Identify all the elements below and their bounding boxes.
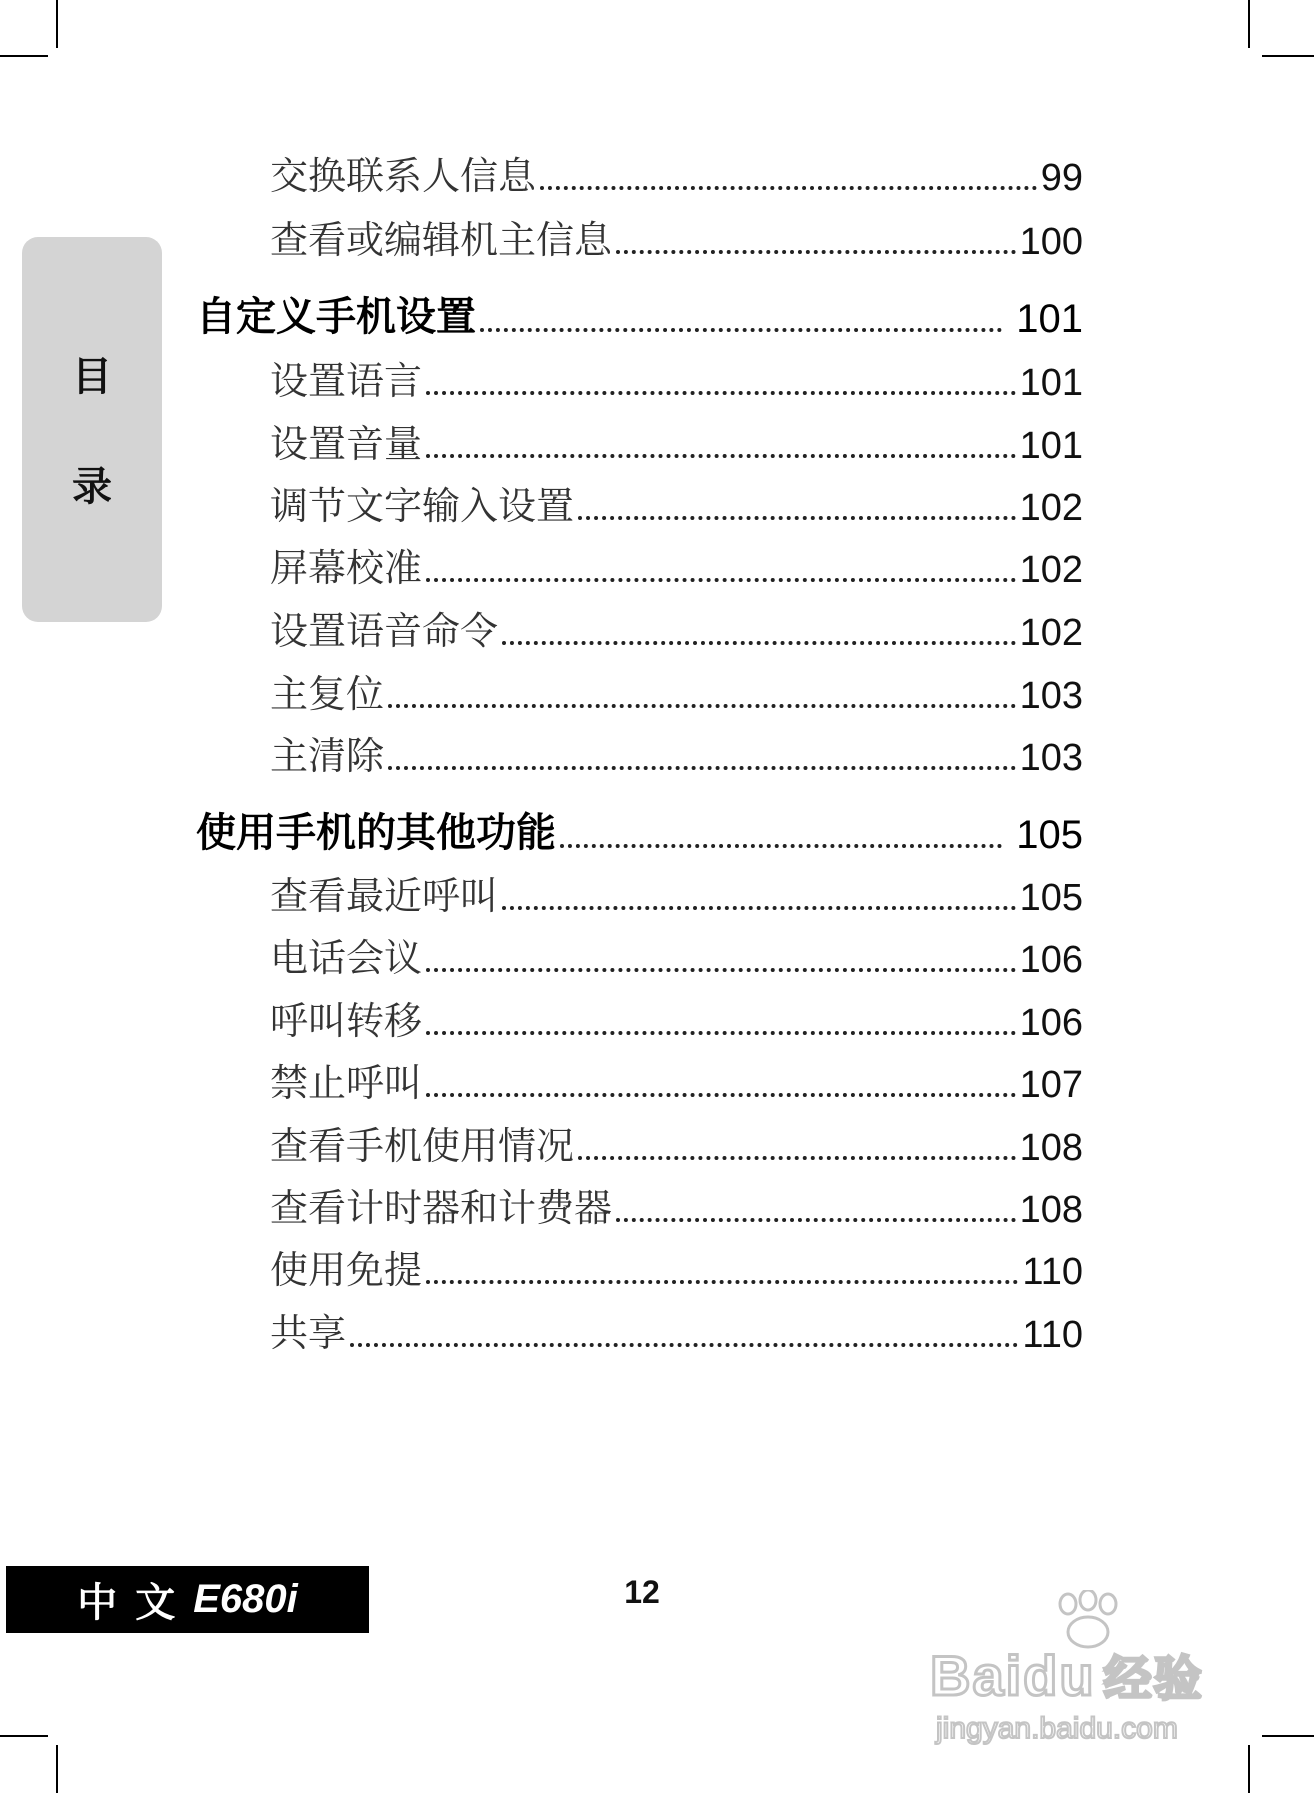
toc-entry [270, 148, 1083, 200]
toc-entry-title: 查看计时器和计费器 [270, 1186, 613, 1230]
toc-entry-title: 调节文字输入设置 [270, 484, 575, 528]
footer-model-name: E680i [193, 1577, 298, 1621]
toc-entry-title: 使用免提 [270, 1248, 423, 1292]
toc-entry [270, 540, 1083, 592]
dot-leader [426, 454, 1016, 458]
toc-entry [270, 603, 1083, 655]
watermark-brand [930, 1640, 1204, 1709]
dot-leader [560, 844, 1002, 848]
side-tab-char-1: 目 [72, 353, 112, 400]
toc-entry [270, 868, 1083, 920]
crop-mark [0, 1735, 48, 1737]
section-side-tab [22, 237, 162, 622]
toc-page-number: 99 [1040, 157, 1083, 199]
dot-leader [502, 641, 1016, 645]
toc-entry-title: 主清除 [270, 734, 385, 778]
page-number: 12 [624, 1574, 660, 1610]
dot-leader [578, 516, 1016, 520]
toc-entry-title: 共享 [270, 1311, 347, 1355]
toc-section-title: 使用手机的其他功能 [196, 810, 556, 856]
toc-entry-title: 设置音量 [270, 422, 423, 466]
dot-leader [426, 1093, 1016, 1097]
toc-entry-title: 查看手机使用情况 [270, 1124, 575, 1168]
toc-page-number: 102 [1019, 487, 1083, 529]
toc-page-number: 106 [1019, 1002, 1083, 1044]
dot-leader [616, 250, 1016, 254]
toc-page-number: 108 [1019, 1189, 1083, 1231]
dot-leader [426, 1280, 1018, 1284]
crop-mark [0, 55, 48, 57]
side-tab-char-2: 录 [72, 463, 112, 510]
toc-entry-title: 电话会议 [270, 936, 423, 980]
toc-entry [270, 666, 1083, 718]
watermark-brand-suffix: 经验 [1103, 1653, 1204, 1706]
baidu-watermark [930, 1590, 1250, 1745]
footer-model-bar [6, 1566, 369, 1633]
crop-mark [1248, 0, 1250, 48]
crop-mark [56, 1745, 58, 1793]
toc-page-number: 102 [1019, 549, 1083, 591]
dot-leader [426, 578, 1016, 582]
toc-page-number: 110 [1022, 1314, 1083, 1356]
toc-entry-title: 设置语音命令 [270, 609, 499, 653]
dot-leader [540, 186, 1037, 190]
toc-page-number: 105 [1019, 877, 1083, 919]
toc-entry [270, 212, 1083, 264]
toc-entry [270, 993, 1083, 1045]
watermark-brand-name: Baidu [930, 1644, 1096, 1707]
toc-page-number: 100 [1019, 221, 1083, 263]
toc-page-number: 110 [1022, 1251, 1083, 1293]
dot-leader [426, 1031, 1016, 1035]
toc-entry [270, 1242, 1083, 1294]
toc-entry [270, 1055, 1083, 1107]
dot-leader [426, 968, 1016, 972]
dot-leader [426, 391, 1016, 395]
dot-leader [480, 328, 1002, 332]
watermark-url: jingyan.baidu.com [936, 1712, 1178, 1745]
crop-mark [1248, 1745, 1250, 1793]
toc-entry [270, 478, 1083, 530]
dot-leader [388, 766, 1016, 770]
dot-leader [616, 1218, 1016, 1222]
toc-page-number: 105 [1016, 813, 1083, 857]
toc-page-number: 108 [1019, 1127, 1083, 1169]
toc-page-number: 101 [1016, 297, 1083, 341]
toc-section-entry [196, 290, 1083, 342]
toc-section-entry [196, 806, 1083, 858]
toc-entry [270, 416, 1083, 468]
toc-section-title: 自定义手机设置 [196, 294, 476, 340]
toc-page-number: 106 [1019, 939, 1083, 981]
toc-entry [270, 1305, 1083, 1357]
dot-leader [578, 1156, 1016, 1160]
footer-lang-char-2: 文 [135, 1580, 176, 1626]
toc-entry-title: 查看或编辑机主信息 [270, 218, 613, 262]
footer-lang-char-1: 中 [77, 1580, 118, 1626]
toc-entry [270, 930, 1083, 982]
toc-entry-title: 交换联系人信息 [270, 154, 537, 198]
crop-mark [56, 0, 58, 48]
toc-entry-title: 屏幕校准 [270, 546, 423, 590]
toc-page-number: 107 [1019, 1064, 1083, 1106]
toc-entry-title: 禁止呼叫 [270, 1061, 423, 1105]
toc-page-number: 103 [1019, 737, 1083, 779]
toc-entry-title: 主复位 [270, 672, 385, 716]
toc-page-number: 103 [1019, 675, 1083, 717]
crop-mark [1262, 1735, 1314, 1737]
toc-entry-title: 查看最近呼叫 [270, 874, 499, 918]
toc-entry [270, 353, 1083, 405]
toc-entry [270, 1180, 1083, 1232]
toc-page-number: 101 [1019, 362, 1083, 404]
toc-entry [270, 728, 1083, 780]
toc-entry-title: 设置语言 [270, 359, 423, 403]
toc-entry-title: 呼叫转移 [270, 999, 423, 1043]
toc-entry [270, 1118, 1083, 1170]
toc-page-number: 101 [1019, 425, 1083, 467]
toc-page-number: 102 [1019, 612, 1083, 654]
dot-leader [350, 1343, 1018, 1347]
dot-leader [502, 906, 1016, 910]
crop-mark [1262, 55, 1314, 57]
dot-leader [388, 704, 1016, 708]
